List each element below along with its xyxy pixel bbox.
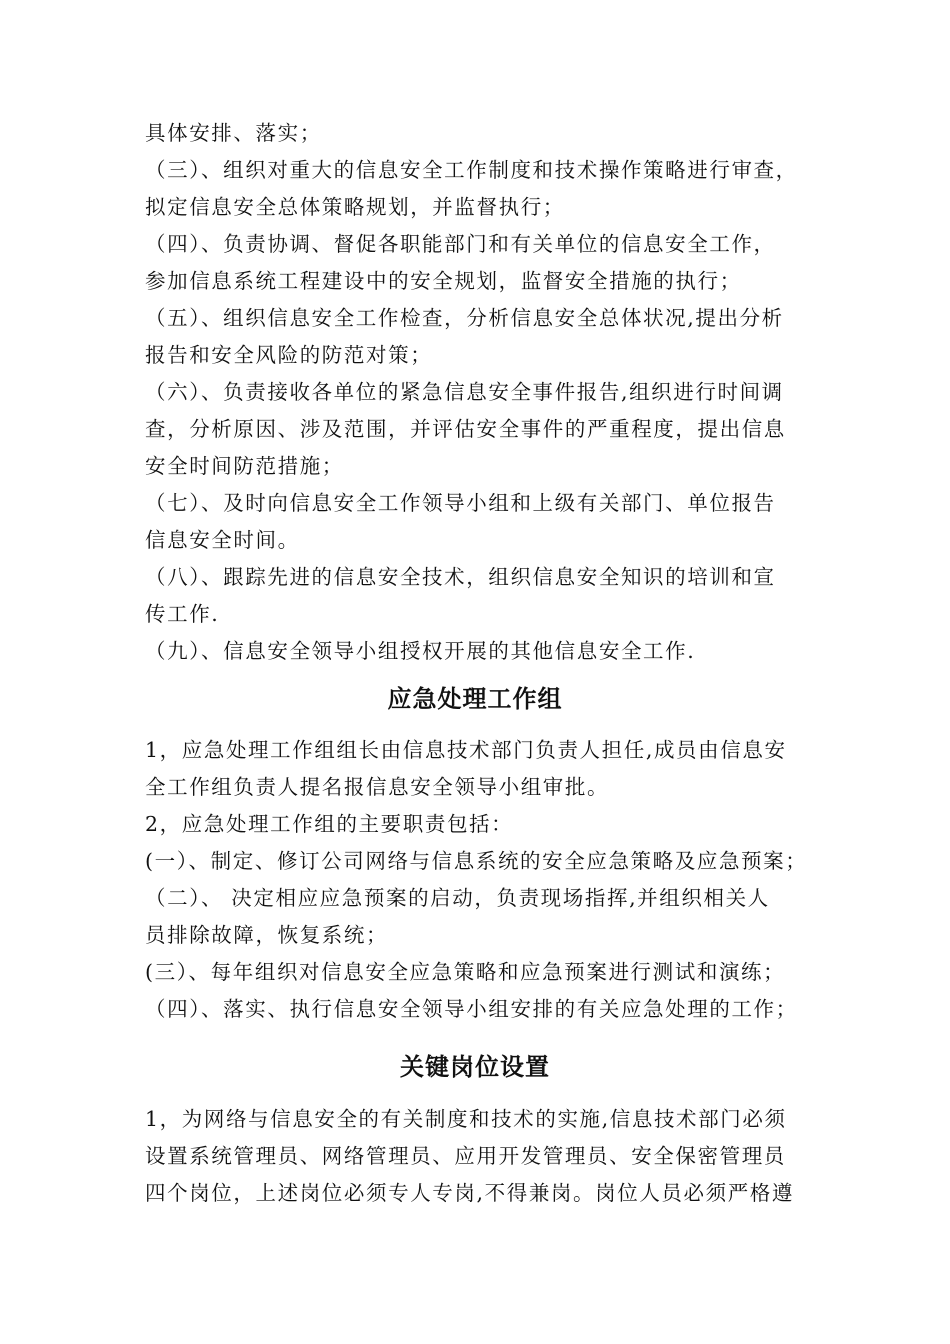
- paragraph-line: 1，为网络与信息安全的有关制度和技术的实施,信息技术部门必须: [145, 1107, 787, 1131]
- paragraph-line: 四个岗位，上述岗位必须专人专岗,不得兼岗。岗位人员必须严格遵: [145, 1181, 795, 1205]
- paragraph-line: （七）、及时向信息安全工作领导小组和上级有关部门、单位报告: [145, 491, 776, 515]
- paragraph-line: （五）、组织信息安全工作检查，分析信息安全总体状况,提出分析: [145, 306, 784, 330]
- paragraph-line: （二）、 决定相应应急预案的启动，负责现场指挥,并组织相关人: [145, 886, 770, 910]
- paragraph-line: （四）、落实、执行信息安全领导小组安排的有关应急处理的工作；: [145, 997, 798, 1021]
- paragraph-line: 拟定信息安全总体策略规划，并监督执行；: [145, 195, 565, 219]
- paragraph-line: （六）、负责接收各单位的紧急信息安全事件报告,组织进行时间调: [145, 380, 784, 404]
- paragraph-line: 1，应急处理工作组组长由信息技术部门负责人担任,成员由信息安: [145, 738, 787, 762]
- paragraph-line: （八）、跟踪先进的信息安全技术，组织信息安全知识的培训和宣: [145, 565, 776, 589]
- section-heading: 应急处理工作组: [387, 685, 563, 713]
- paragraph-line: （四）、负责协调、督促各职能部门和有关单位的信息安全工作，: [145, 232, 776, 256]
- paragraph-line: （三）、组织对重大的信息安全工作制度和技术操作策略进行审查，: [145, 158, 798, 182]
- paragraph-line: (一）、制定、修订公司网络与信息系统的安全应急策略及应急预案；: [145, 849, 808, 873]
- paragraph-line: 员排除故障，恢复系统；: [145, 923, 389, 947]
- section-heading: 关键岗位设置: [400, 1053, 550, 1081]
- paragraph-line: 查，分析原因、涉及范围，并评估安全事件的严重程度，提出信息: [145, 417, 786, 441]
- paragraph-line: (三）、每年组织对信息安全应急策略和应急预案进行测试和演练；: [145, 960, 786, 984]
- paragraph-line: 报告和安全风险的防范对策；: [145, 343, 433, 367]
- paragraph-line: 全工作组负责人提名报信息安全领导小组审批。: [145, 775, 610, 799]
- paragraph-line: 参加信息系统工程建设中的安全规划，监督安全措施的执行；: [145, 269, 742, 293]
- paragraph-line: （九）、信息安全领导小组授权开展的其他信息安全工作.: [145, 639, 696, 663]
- paragraph-line: 传工作.: [145, 602, 220, 626]
- paragraph-line: 具体安排、落实；: [145, 121, 322, 145]
- paragraph-line: 信息安全时间。: [145, 528, 300, 552]
- paragraph-line: 安全时间防范措施；: [145, 454, 344, 478]
- paragraph-line: 2，应急处理工作组的主要职责包括：: [145, 812, 514, 836]
- paragraph-line: 设置系统管理员、网络管理员、应用开发管理员、安全保密管理员: [145, 1144, 786, 1168]
